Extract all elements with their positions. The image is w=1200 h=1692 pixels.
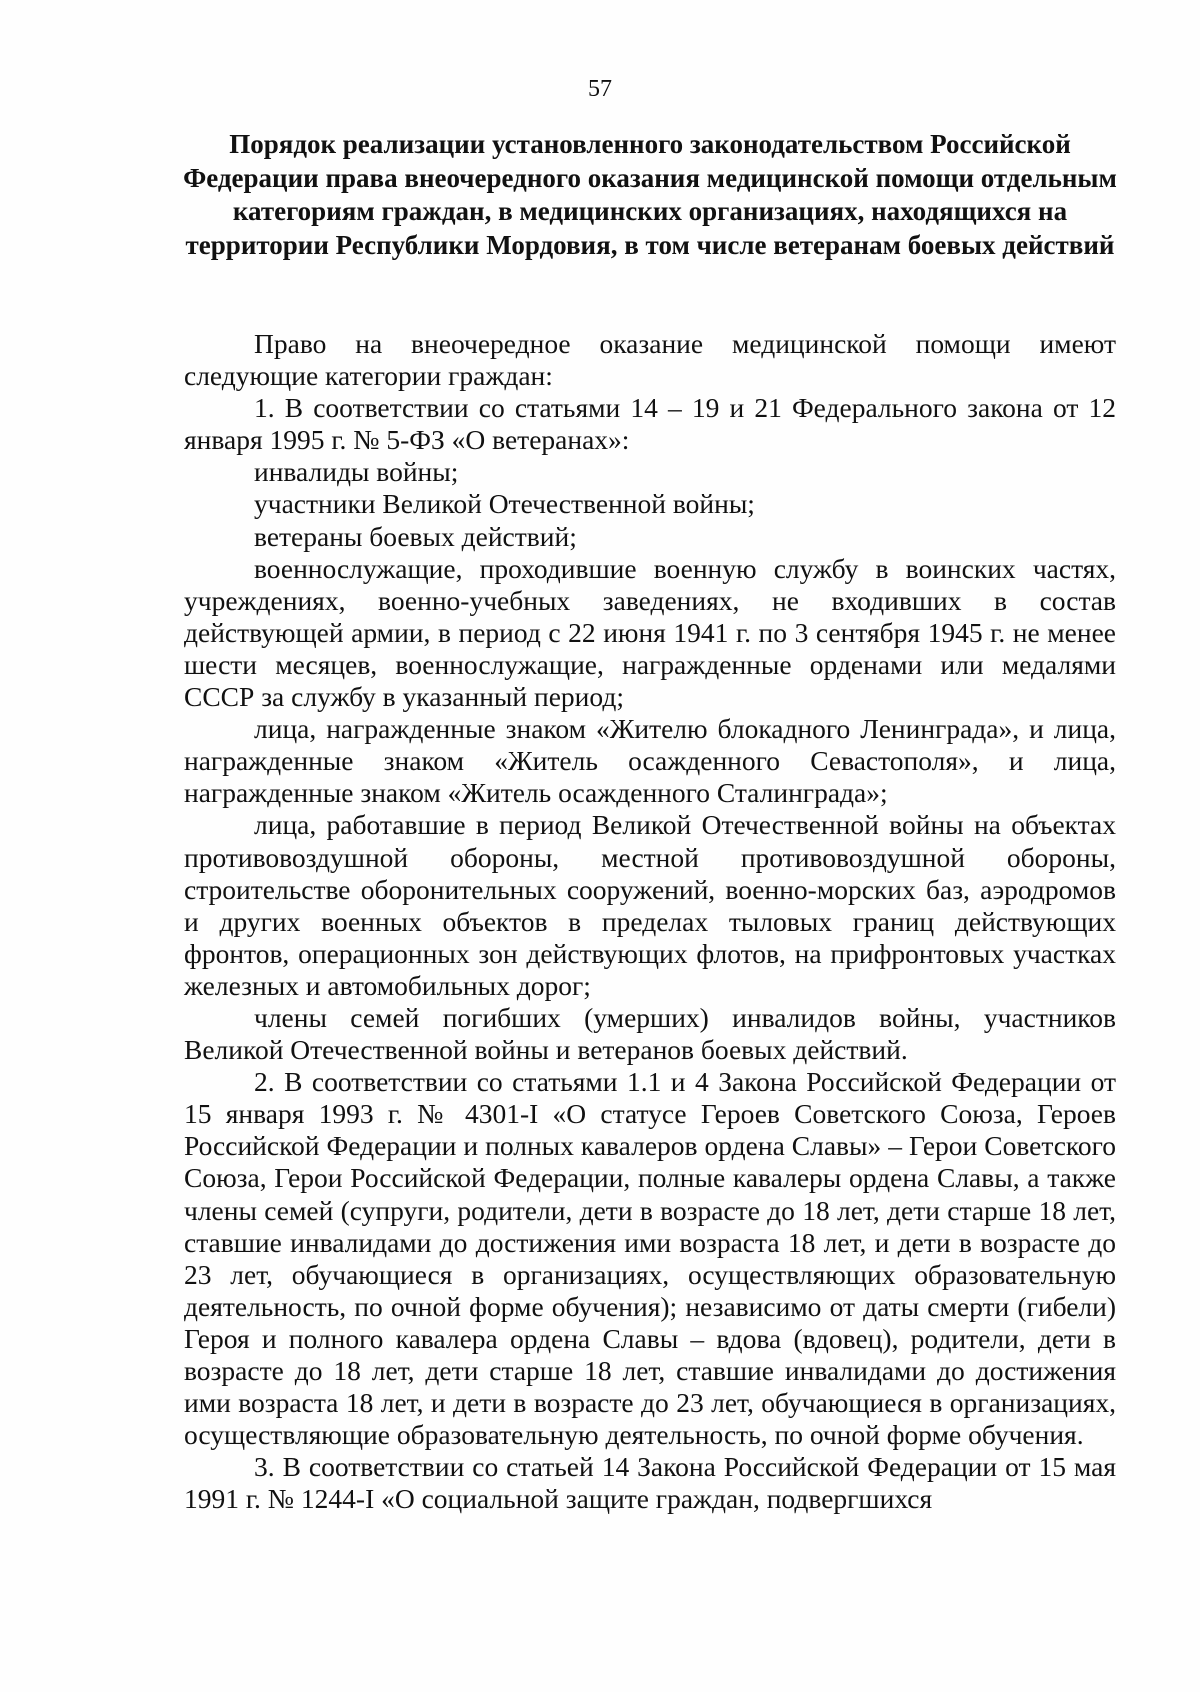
paragraph: лица, награжденные знаком «Жителю блокадного Ленинграда», и лица, награжденные знаком «Житель осажденного Севастополя», и лица, награжденные знаком «Житель осажденного Сталинграда»; xyxy=(184,713,1116,809)
paragraph: военнослужащие, проходившие военную службу в воинских частях, учреждениях, военно-учебных заведениях, не входивших в состав действующей армии, в период с 22 июня 1941 г. по 3 сентября 1945 г. не менее шести месяцев, военнослужащие, награжденные орденами или медалями СССР за службу в указанный период; xyxy=(184,552,1116,713)
paragraph: лица, работавшие в период Великой Отечественной войны на объектах противовоздушной обороны, местной противовоздушной обороны, строительстве оборонительных сооружений, военно-морских баз, аэродромов и других военных объектов в пределах тыловых границ действующих фронтов, операционных зон действующих флотов, на прифронтовых участках железных и автомобильных дорог; xyxy=(184,809,1116,1001)
paragraph: ветераны боевых действий; xyxy=(254,520,577,552)
paragraph: инвалиды войны; xyxy=(254,456,459,488)
document-body xyxy=(184,328,1116,1515)
document-title: Порядок реализации установленного законодательством Российской Федерации права внеочередного оказания медицинской помощи отдельным категориям граждан, в медицинских организациях, находящихся на территории Республики Мордовия, в том числе ветеранам боевых действий xyxy=(183,129,1117,260)
page-number: 57 xyxy=(588,76,612,102)
paragraph: Право на внеочередное оказание медицинской помощи имеют следующие категории граждан: xyxy=(184,328,1116,392)
paragraph: члены семей погибших (умерших) инвалидов войны, участников Великой Отечественной войны и ветеранов боевых действий. xyxy=(184,1001,1116,1066)
paragraph: участники Великой Отечественной войны; xyxy=(254,488,755,520)
paragraph: 2. В соответствии со статьями 1.1 и 4 Закона Российской Федерации от 15 января 1993 г. № 4301-I «О статусе Героев Советского Союза, Героев Российской Федерации и полных кавалеров ордена Славы» – Герои Советского Союза, Герои Российской Федерации, полные кавалеры ордена Славы, а также члены семей (супруги, родители, дети в возрасте до 18 лет, дети старше 18 лет, ставшие инвалидами до достижения ими возраста 18 лет, и дети в возрасте до 23 лет, обучающиеся в организациях, осуществляющих образовательную деятельность, по очной форме обучения); независимо от даты смерти (гибели) Героя и полного кавалера ордена Славы – вдова (вдовец), родители, дети в возрасте до 18 лет, дети старше 18 лет, ставшие инвалидами до достижения ими возраста 18 лет, и дети в возрасте до 23 лет, обучающиеся в организациях, осуществляющие образовательную деятельность, по очной форме обучения. xyxy=(184,1066,1116,1451)
paragraph: 1. В соответствии со статьями 14 – 19 и 21 Федерального закона от 12 января 1995 г. № 5-ФЗ «О ветеранах»: xyxy=(184,392,1116,456)
paragraph: 3. В соответствии со статьей 14 Закона Российской Федерации от 15 мая 1991 г. № 1244-I «О социальной защите граждан, подвергшихся xyxy=(184,1451,1116,1515)
